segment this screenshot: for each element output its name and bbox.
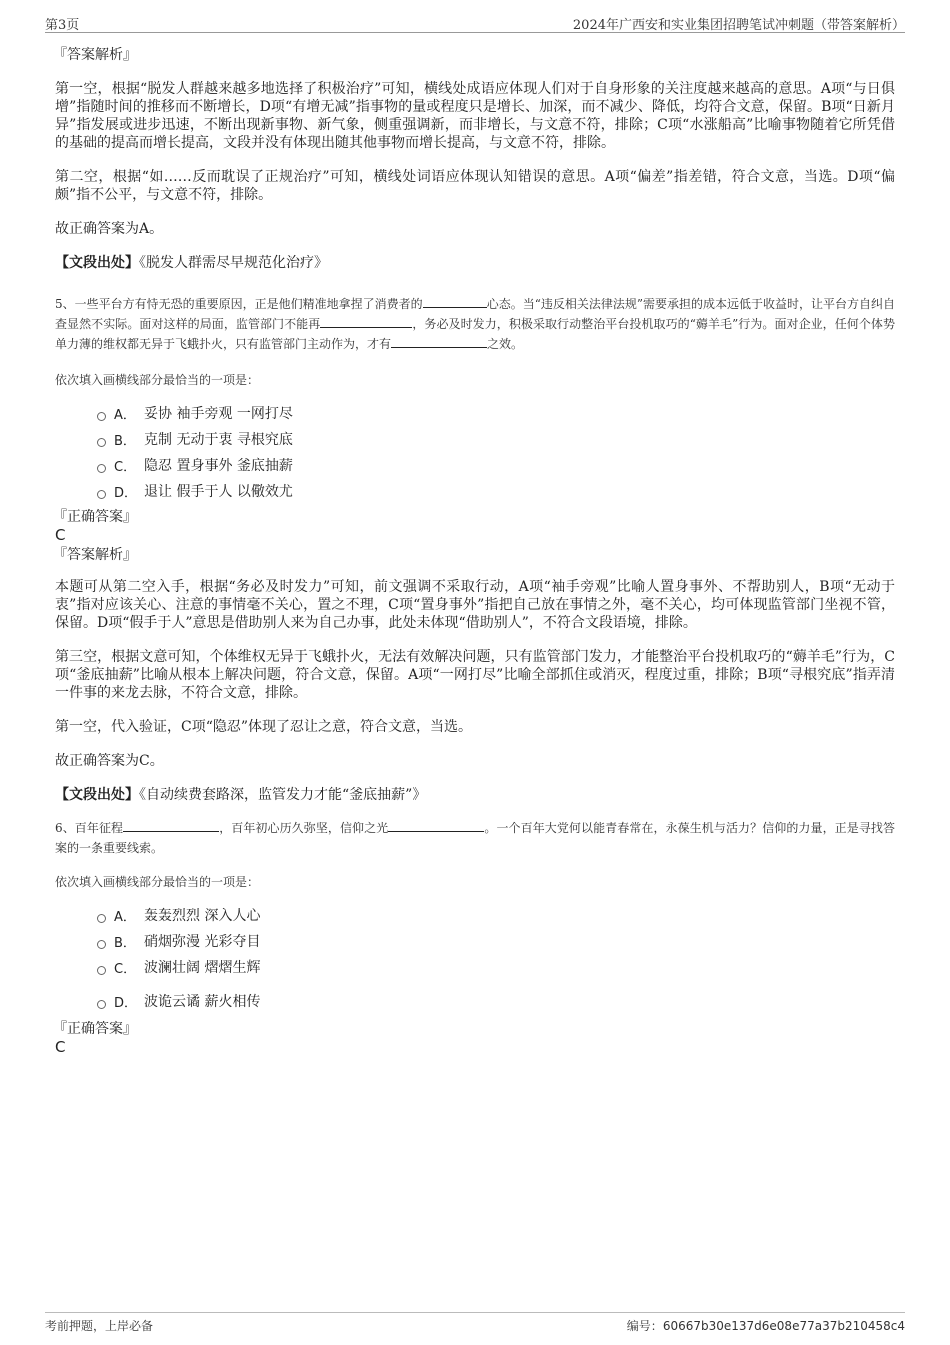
option-letter: D．: [114, 485, 138, 501]
footer-slogan: 考前押题，上岸必备: [45, 1319, 154, 1333]
option-letter: A．: [114, 909, 136, 925]
source-text: 《自动续费套路深，监管发力才能“釜底抽薪”》: [139, 787, 427, 803]
q4-analysis-p3: 故正确答案为A。: [55, 221, 164, 237]
q6-option-d[interactable]: [97, 988, 895, 1014]
answer-blank: [391, 335, 487, 348]
q5-option-a[interactable]: [97, 400, 895, 426]
option-text: 隐忍 置身事外 釜底抽薪: [144, 458, 293, 474]
q5-source: [55, 786, 895, 804]
code-value: 60667b30e137d6e08e77a37b210458c4: [662, 1319, 905, 1333]
q6-prompt: 依次填入画横线部分最恰当的一项是：: [55, 875, 260, 889]
q4-analysis-p1: 第一空，根据“脱发人群越来越多地选择了积极治疗”可知，横线处成语应体现人们对于自身形象的关注度越来越高的意思。A项“与日俱增”指随时间的推移而不断增长，D项“有增无减”指事物的量或程度只是增长、加深，而不减少、降低，均符合文意，保留。B项“日新月异”指发展或进步迅速，不断出现新事物、新气象，侧重强调新，而非增长，与文意不符，排除；C项“水涨船高”比喻事物随着它所凭借的基础的提高而增长提高，文段并没有体现出随其他事物而增长提高，与文意不符，排除。: [55, 81, 895, 151]
q5-answer: C: [55, 526, 66, 544]
option-text: 妥协 袖手旁观 一网打尽: [144, 406, 293, 422]
q5-stem-part: 5、一些平台方有恃无恐的重要原因，正是他们精准地拿捏了消费者的: [55, 297, 423, 311]
option-letter: D．: [114, 995, 138, 1011]
q6-option-c[interactable]: [97, 954, 895, 980]
q6-stem-part: 。一个百年大党何以能青春常在，永葆生机与活力？信仰的力量，正是寻找答案的一条重要线索。: [55, 821, 895, 855]
q5-prompt: 依次填入画横线部分最恰当的一项是：: [55, 373, 260, 387]
q5-stem: [55, 294, 895, 354]
option-text: 硝烟弥漫 光彩夺目: [144, 934, 261, 950]
radio-icon[interactable]: [97, 966, 106, 975]
q4-analysis-p2: 第二空，根据“如……反而耽误了正规治疗”可知，横线处词语应体现认知错误的意思。A项“偏差”指差错，符合文意，当选。D项“偏颇”指不公平，与文意不符，排除。: [55, 169, 895, 203]
q5-option-c[interactable]: [97, 452, 895, 478]
radio-icon[interactable]: [97, 412, 106, 421]
answer-blank: [320, 315, 412, 328]
q5-analysis-p2: 第三空，根据文意可知，个体维权无异于飞蛾扑火，无法有效解决问题，只有监管部门发力，才能整治平台投机取巧的“薅羊毛”行为，C项“釜底抽薪”比喻从根本上解决问题，符合文意，保留。A项“一网打尽”比喻全部抓住或消灭，程度过重，排除；B项“寻根究底”指弄清一件事的来龙去脉，不符合文意，排除。: [55, 649, 895, 701]
document-code: [627, 1317, 905, 1334]
q6-stem-part: 6、百年征程: [55, 821, 124, 835]
option-text: 波诡云谲 薪火相传: [144, 994, 261, 1010]
option-text: 退让 假手于人 以儆效尤: [144, 484, 293, 500]
option-text: 克制 无动于衷 寻根究底: [144, 432, 293, 448]
q5-analysis-p1: 本题可从第二空入手，根据“务必及时发力”可知，前文强调不采取行动，A项“袖手旁观”比喻人置身事外、不帮助别人，B项“无动于衷”指对应该关心、注意的事情毫不关心，置之不理，C项“置身事外”指把自己放在事情之外，毫不关心，均可体现监管部门坐视不管，保留。D项“假手于人”意思是借助别人来为自己办事，此处未体现“借助别人”，不符合文段语境，排除。: [55, 579, 895, 631]
q6-option-a[interactable]: [97, 902, 895, 928]
radio-icon[interactable]: [97, 940, 106, 949]
q6-option-b[interactable]: [97, 928, 895, 954]
option-letter: B．: [114, 935, 136, 951]
page-footer: [45, 1312, 905, 1337]
q5-stem-part: 心态。当“违反相关法律法规”需要承担的成本远低于收益时，让平台方自纠自查显然不实际。面对这样的局面，监管部门不能再: [55, 297, 896, 331]
q4-analysis-label: 『答案解析』: [53, 47, 137, 63]
option-letter: C．: [114, 459, 137, 475]
source-text: 《脱发人群需尽早规范化治疗》: [139, 255, 328, 271]
option-letter: B．: [114, 433, 136, 449]
source-tag: 【文段出处】: [55, 787, 139, 803]
q6-stem: [55, 818, 895, 858]
q5-answer-label: 『正确答案』: [53, 509, 137, 525]
radio-icon[interactable]: [97, 464, 106, 473]
answer-blank: [388, 819, 484, 832]
answer-blank: [423, 295, 487, 308]
page-number: 第3页: [45, 18, 80, 33]
q6-answer: C: [55, 1038, 66, 1056]
q4-source: [55, 254, 895, 272]
q5-analysis-p3: 第一空，代入验证，C项“隐忍”体现了忍让之意，符合文意，当选。: [55, 719, 473, 735]
q5-options: [55, 400, 895, 504]
q6-answer-label: 『正确答案』: [53, 1021, 137, 1037]
option-letter: A．: [114, 407, 136, 423]
radio-icon[interactable]: [97, 914, 106, 923]
radio-icon[interactable]: [97, 490, 106, 499]
q6-stem-part: ，百年初心历久弥坚，信仰之光: [219, 821, 389, 835]
q5-option-d[interactable]: [97, 478, 895, 504]
q6-options: [55, 902, 895, 1014]
q5-analysis-label: 『答案解析』: [53, 547, 137, 563]
answer-blank: [123, 819, 219, 832]
code-label: 编号：: [626, 1319, 663, 1333]
radio-icon[interactable]: [97, 1000, 106, 1009]
q5-stem-part: ，务必及时发力，积极采取行动整治平台投机取巧的“薅羊毛”行为。面对企业，任何个体势单力薄的维权都无异于飞蛾扑火，只有监管部门主动作为，才有: [55, 317, 895, 351]
page-content: [55, 46, 895, 1056]
q5-analysis-p4: 故正确答案为C。: [55, 753, 164, 769]
option-text: 轰轰烈烈 深入人心: [144, 908, 261, 924]
source-tag: 【文段出处】: [55, 255, 139, 271]
q5-option-b[interactable]: [97, 426, 895, 452]
q5-stem-part: 之效。: [487, 337, 524, 351]
option-text: 波澜壮阔 熠熠生辉: [144, 960, 261, 976]
page-header: [45, 12, 905, 33]
radio-icon[interactable]: [97, 438, 106, 447]
document-title: 2024年广西安和实业集团招聘笔试冲刺题（带答案解析）: [572, 18, 905, 33]
option-letter: C．: [114, 961, 137, 977]
